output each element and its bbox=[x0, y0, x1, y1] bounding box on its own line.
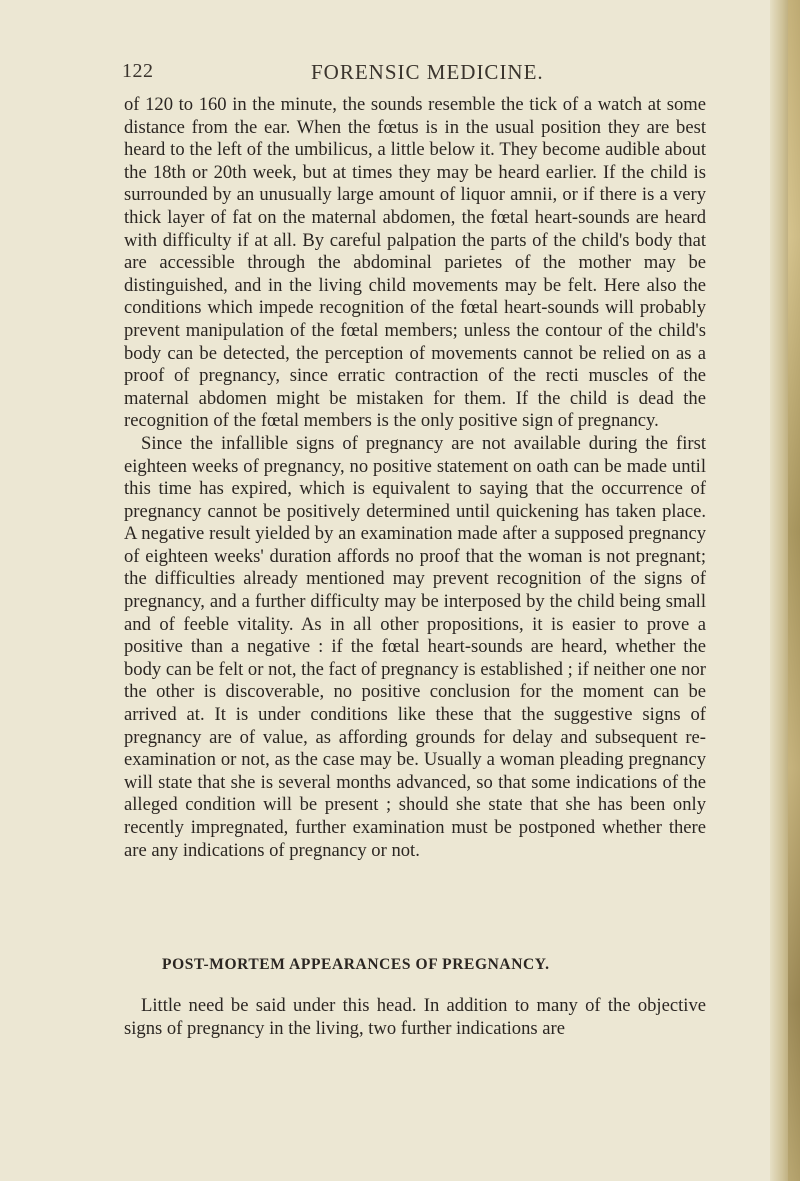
paragraph-fetal-heart-sounds: of 120 to 160 in the minute, the sounds resemble the tick of a watch at some distance from the ear. When the fœtus is in the usual position they are best heard to the left of the umbilicus, a little below it. They become audible about the 18th or 20th week, but at times they may be heard earlier. If the child is surrounded by an unusually large amount of liquor amnii, or if there is a very thick layer of fat on the maternal abdomen, the fœtal heart-sounds are heard with difficulty if at all. By careful palpation the parts of the child's body that are accessible through the abdominal parietes of the mother may be distinguished, and in the living child movements may be felt. Here also the conditions which impede recognition of the fœtal heart-sounds will probably prevent manipulation of the fœtal members; unless the contour of the child's body can be detected, the perception of movements cannot be relied on as a proof of pregnancy, since erratic contraction of the recti muscles of the maternal abdomen might be mistaken for them. If the child is dead the recognition of the fœtal members is the only positive sign of pregnancy. bbox=[124, 94, 706, 432]
body-text bbox=[124, 94, 706, 862]
page-edge-binding bbox=[788, 0, 800, 1181]
paragraph-infallible-signs: Since the infallible signs of pregnancy are not available during the first eighteen weeks of pregnancy, no positive statement on oath can be made until this time has expired, which is equivalent to saying that the occurrence of pregnancy cannot be positively determined until quickening has taken place. A negative result yielded by an examination made after a supposed pregnancy of eighteen weeks' duration affords no proof that the woman is not pregnant; the difficulties already mentioned may prevent recognition of the signs of pregnancy, and a further difficulty may be interposed by the child being small and of feeble vitality. As in all other propositions, it is easier to prove a positive than a negative : if the fœtal heart-sounds are heard, whether the body can be felt or not, the fact of pregnancy is established ; if neither one nor the other is discoverable, no positive conclusion for the moment can be arrived at. It is under conditions like these that the suggestive signs of pregnancy are of value, as affording grounds for delay and subsequent re-examination or not, as the case may be. Usually a woman pleading pregnancy will state that she is several months advanced, so that some indications of the alleged condition will be present ; should she state that she has been only recently impregnated, further examination must be postponed whether there are any indications of pregnancy or not. bbox=[124, 432, 706, 861]
paragraph-post-mortem: Little need be said under this head. In addition to many of the objective signs of pregnancy in the living, two further indications are bbox=[124, 995, 706, 1039]
section-text bbox=[124, 995, 706, 1040]
page-number: 122 bbox=[122, 60, 154, 82]
section-heading: POST-MORTEM APPEARANCES OF PREGNANCY. bbox=[162, 956, 550, 973]
running-head: FORENSIC MEDICINE. bbox=[311, 60, 544, 84]
